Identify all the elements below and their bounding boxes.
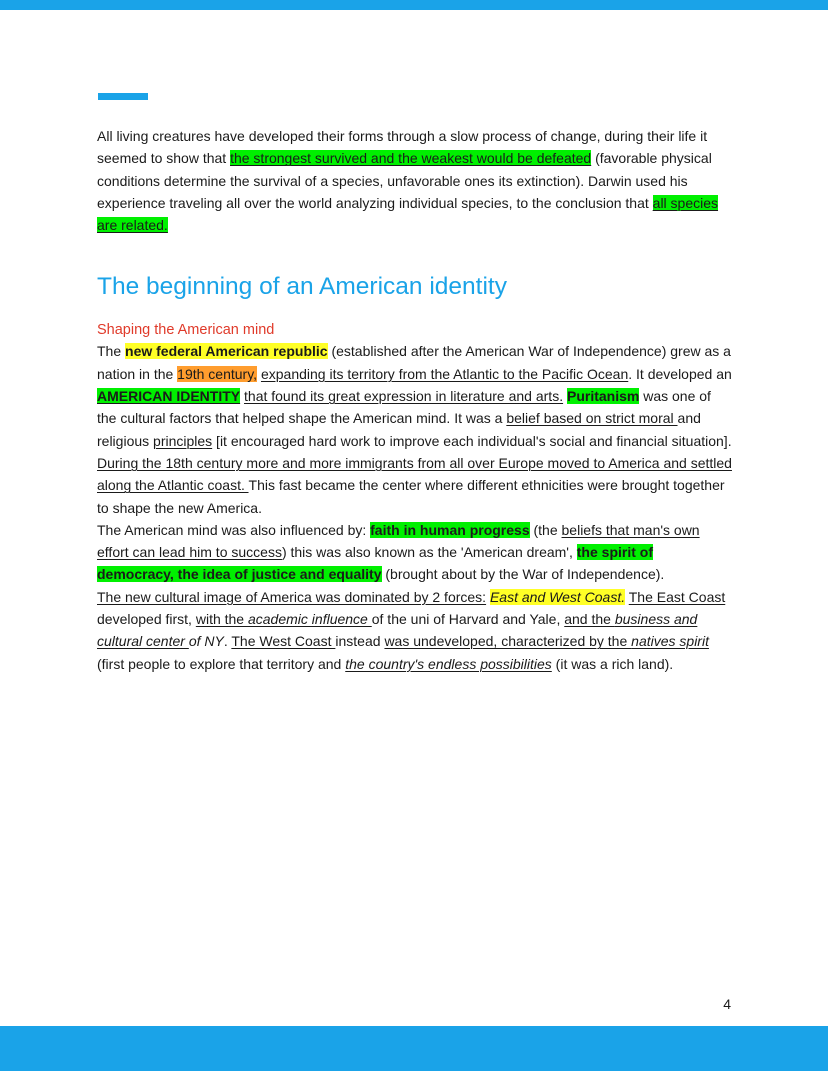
page-number: 4	[723, 996, 731, 1012]
intro-paragraph: All living creatures have developed their forms through a slow process of change, during their life it seemed to show that the strongest survived and the weakest would be defeated (favorable physical conditions determine the survival of a species, unfavorable ones its extinction). Darwin used his experience traveling all over the world analyzing individual species, to the conclusion that all species are related.	[97, 128, 719, 234]
highlight-spirit-of-democracy: the spirit of democracy, the idea of justice and equality	[97, 544, 653, 583]
bottom-accent-band	[0, 1026, 828, 1071]
top-accent-band	[0, 0, 828, 10]
highlight-east-west-coast: East and West Coast.	[489, 588, 626, 605]
highlight-19th-century: 19th century,	[177, 365, 258, 382]
highlight-puritanism: Puritanism	[566, 388, 640, 405]
paragraph-american-republic: The new federal American republic (established after the American War of Independence) grew as a nation in the 19th century, expanding its territory from the Atlantic to the Pacific Ocean. It developed an AMERICAN IDENTITY that found its great expression in literature and arts. Puritanism was one of the cultural factors that helped shape the American mind. It was a belief based on strict moral and religious principles [it encouraged hard work to improve each individual's social and financial situation]. During the 18th century more and more immigrants from all over Europe moved to America and settled along the Atlantic coast. This fast became the center where different ethnicities were brought together to shape the new America.	[97, 343, 732, 516]
highlight-human-progress: faith in human progress	[370, 521, 530, 538]
highlight-strongest-survived: the strongest survived and the weakest would be defeated	[230, 150, 592, 167]
highlight-federal-republic: new federal American republic	[125, 343, 328, 360]
paragraph-cultural-image: The new cultural image of America was dominated by 2 forces: East and West Coast. The East Coast developed first, with the academic influence of the uni of Harvard and Yale, and the business and cultural center of NY. The West Coast instead was undeveloped, characterized by the natives spirit (first people to explore that territory and the country's endless possibilities (it was a rich land).	[97, 588, 726, 672]
section-subheading: Shaping the American mind	[97, 322, 275, 339]
page-content	[97, 125, 733, 675]
accent-dash	[98, 93, 148, 100]
section-heading: The beginning of an American identity	[97, 273, 507, 301]
highlight-american-identity: AMERICAN IDENTITY	[97, 388, 241, 405]
highlight-species-related: all species are related.	[97, 194, 719, 234]
paragraph-american-mind: The American mind was also influenced by: faith in human progress (the beliefs that man's own effort can lead him to success) this was also known as the 'American dream', the spirit of democracy, the idea of justice and equality (brought about by the War of Independence).	[97, 521, 700, 583]
